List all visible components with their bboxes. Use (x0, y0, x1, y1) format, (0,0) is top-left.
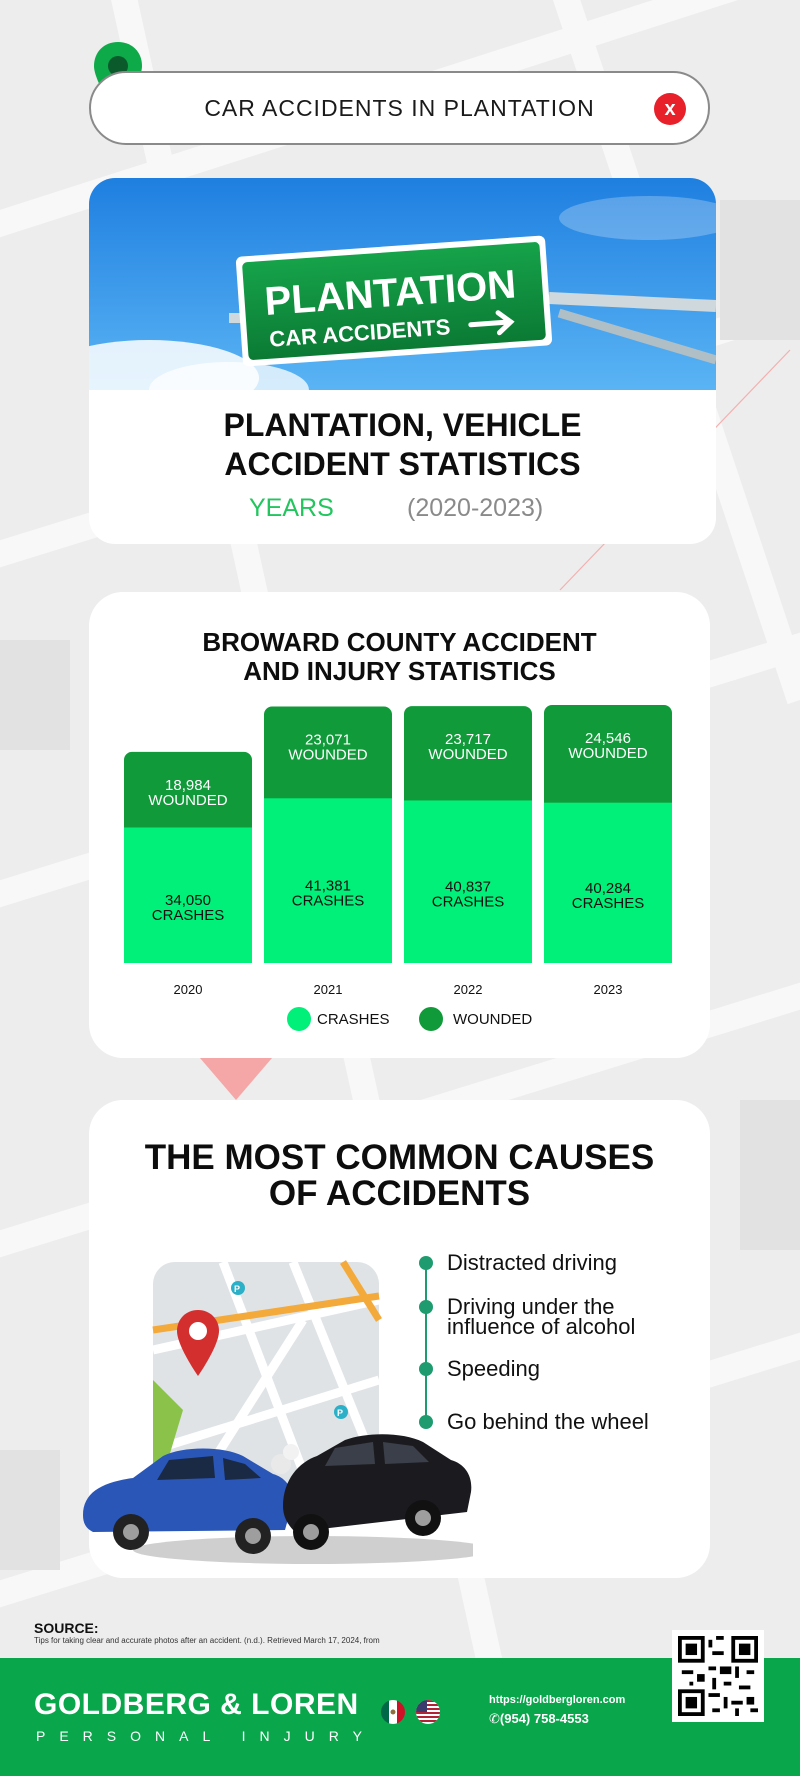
data-label-crashes: 40,284 (585, 879, 631, 897)
usa-flag-icon[interactable] (416, 1700, 440, 1724)
cause-text-line2: influence of alcohol (447, 1314, 636, 1339)
source-text: Tips for taking clear and accurate photos after an accident. (n.d.). Retrieved March 17, 2024, from (34, 1636, 380, 1645)
close-icon[interactable]: x (654, 93, 686, 125)
hero-title: PLANTATION, VEHICLE ACCIDENT STATISTICS (223, 407, 582, 482)
causes-card (89, 1100, 710, 1578)
title-search-bar[interactable] (89, 71, 710, 145)
x-tick-label: 2021 (313, 982, 343, 997)
x-tick-label: 2022 (453, 982, 483, 997)
bullet-dot-icon (419, 1362, 433, 1376)
road-sign-text (89, 178, 716, 390)
map-parking-label-1: P (234, 1284, 241, 1294)
qr-code-pattern (678, 1636, 758, 1716)
source-title: SOURCE: (34, 1620, 99, 1636)
causes-title (89, 1140, 710, 1212)
data-label-crashes-unit: CRASHES (291, 892, 365, 910)
x-tick-label: 2020 (173, 982, 203, 997)
data-label-wounded-unit: WOUNDED (288, 746, 368, 764)
cause-text: Speeding (447, 1356, 540, 1381)
sign-line2: CAR ACCIDENTS (268, 314, 452, 352)
data-label-crashes-unit: CRASHES (571, 894, 645, 912)
phone-number[interactable] (489, 1711, 589, 1727)
legend-label-wounded: WOUNDED (453, 1011, 533, 1028)
car-crash-illustration (73, 1260, 473, 1590)
causes-list (419, 1252, 709, 1452)
years-range: (2020-2023) (407, 494, 544, 522)
data-label-crashes-unit: CRASHES (151, 907, 225, 925)
causes-title-line2: OF ACCIDENTS (268, 1174, 531, 1213)
legend-swatch-crashes (287, 1007, 311, 1031)
stacked-bar-chart (89, 592, 710, 1058)
data-label-wounded: 24,546 (585, 729, 631, 747)
sign-line1: PLANTATION (263, 262, 518, 324)
data-label-wounded-unit: WOUNDED (428, 746, 508, 764)
data-label-wounded-unit: WOUNDED (568, 744, 648, 762)
chart-title: BROWARD COUNTY ACCIDENT AND INJURY STATISTICS (202, 627, 597, 686)
x-tick-label: 2023 (593, 982, 623, 997)
cause-text: Distracted driving (447, 1250, 617, 1275)
legend-label-crashes: CRASHES (317, 1011, 390, 1028)
data-label-crashes: 34,050 (165, 892, 211, 910)
phone-icon: ✆ (489, 1711, 500, 1726)
brand-subtitle: PERSONAL INJURY (36, 1728, 376, 1744)
hero-card (89, 178, 716, 544)
data-label-crashes: 40,837 (445, 878, 491, 896)
data-label-wounded: 18,984 (165, 776, 211, 794)
website-link[interactable]: https://goldbergloren.com (489, 1694, 626, 1706)
brand-name: GOLDBERG & LOREN (34, 1688, 359, 1721)
data-label-wounded-unit: WOUNDED (148, 791, 228, 809)
legend-swatch-wounded (419, 1007, 443, 1031)
chart-card (89, 592, 710, 1058)
map-parking-label-2: P (337, 1408, 344, 1418)
causes-timeline-line (425, 1266, 427, 1420)
data-label-wounded: 23,717 (445, 731, 491, 749)
header-title: CAR ACCIDENTS IN PLANTATION (204, 94, 595, 121)
qr-code-icon[interactable] (672, 1630, 764, 1722)
cause-text: Go behind the wheel (447, 1409, 649, 1434)
years-label: YEARS (249, 494, 334, 522)
data-label-crashes: 41,381 (305, 877, 351, 895)
mexico-flag-icon[interactable] (381, 1700, 405, 1724)
causes-title-line1: THE MOST COMMON CAUSES (144, 1138, 655, 1177)
bullet-dot-icon (419, 1300, 433, 1314)
data-label-crashes-unit: CRASHES (431, 893, 505, 911)
cause-text: Driving under the (447, 1294, 615, 1319)
bullet-dot-icon (419, 1256, 433, 1270)
phone-text: (954) 758-4553 (499, 1711, 589, 1726)
bullet-dot-icon (419, 1415, 433, 1429)
data-label-wounded: 23,071 (305, 731, 351, 749)
arrow-right-icon (470, 312, 511, 335)
